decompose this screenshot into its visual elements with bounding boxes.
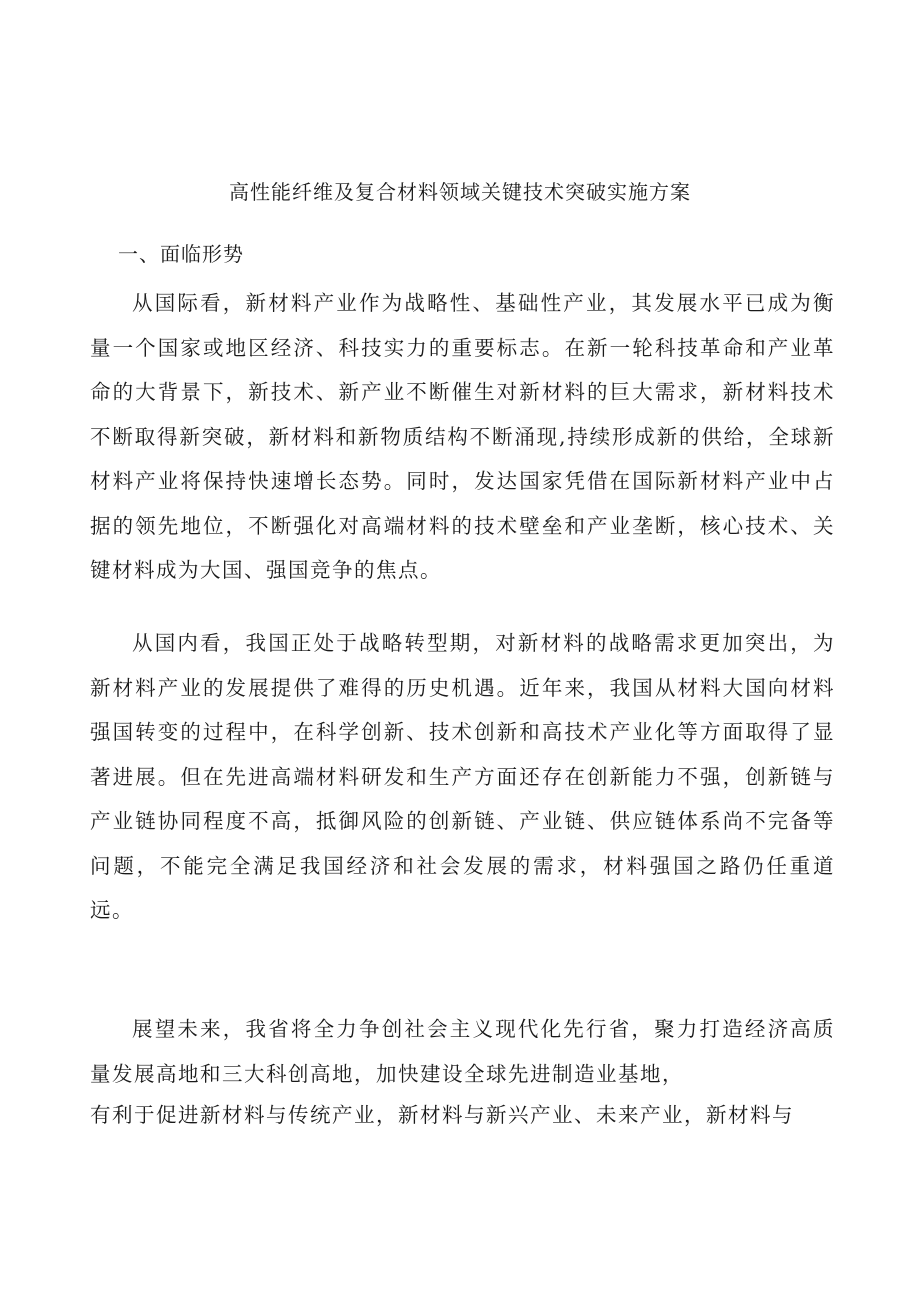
document-title: 高性能纤维及复合材料领域关键技术突破实施方案 bbox=[229, 180, 691, 204]
paragraph-domestic: 从国内看，我国正处于战略转型期，对新材料的战略需求更加突出，为新材料产业的发展提供了难得的历史机遇。近年来，我国从材料大国向材料强国转变的过程中，在科学创新、技术创新和高技术产业化等方面取得了显著进展。但在先进高端材料研发和生产方面还存在创新能力不强，创新链与产业链协同程度不高，抵御风险的创新链、产业链、供应链体系尚不完备等问题，不能完全满足我国经济和社会发展的需求，材料强国之路仍任重道远。 bbox=[90, 631, 835, 922]
paragraph-continuation: 有利于促进新材料与传统产业，新材料与新兴产业、未来产业，新材料与 bbox=[90, 1103, 794, 1127]
paragraph-international: 从国际看，新材料产业作为战略性、基础性产业，其发展水平已成为衡量一个国家或地区经济、科技实力的重要标志。在新一轮科技革命和产业革命的大背景下，新技术、新产业不断催生对新材料的巨大需求，新材料技术不断取得新突破，新材料和新物质结构不断涌现,持续形成新的供给，全球新材料产业将保持快速增长态势。同时，发达国家凭借在国际新材料产业中占据的领先地位，不断强化对高端材料的技术壁垒和产业垄断，核心技术、关键材料成为大国、强国竞争的焦点。 bbox=[90, 291, 835, 582]
section-heading: 一、面临形势 bbox=[118, 242, 244, 266]
paragraph-outlook: 展望未来，我省将全力争创社会主义现代化先行省，聚力打造经济高质量发展高地和三大科创高地，加快建设全球先进制造业基地， bbox=[90, 1017, 835, 1086]
